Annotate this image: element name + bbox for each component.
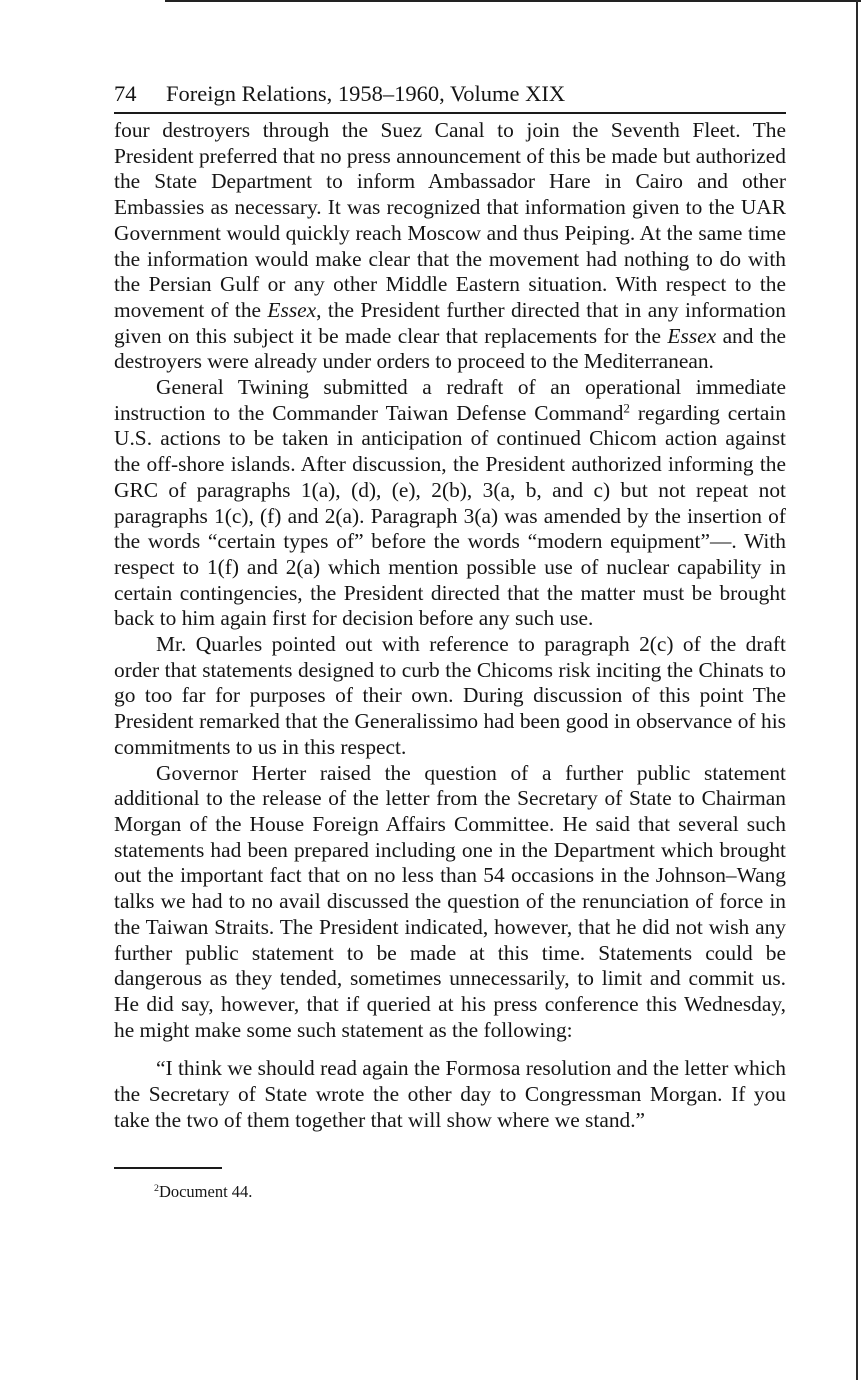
text-run: four destroyers through the Suez Canal to join the Seventh Fleet. The President preferred that no press announcement of this be made but authorized the State Department to inform Ambassador Hare in Cairo and other Embassies as necessary. It was recognized that information given to the UAR Government would quickly reach Moscow and thus Peiping. At the same time the information would make clear that the movement had nothing to do with the Persian Gulf or any other Middle Eastern situation. With respect to the movement of the [114,118,786,322]
paragraph [114,761,786,1044]
paragraph [114,375,786,632]
italic-title: Essex [667,323,717,348]
page [114,78,786,1203]
paragraph [114,632,786,761]
text-run: and the destroyers were already under orders to proceed to the Mediterranean. [114,323,787,374]
scan-edge-top [165,0,861,2]
scan-edge-right [856,0,858,1380]
running-head [114,78,786,114]
footnote [154,1181,786,1203]
body-text [114,118,786,1043]
footnote-reference: 2 [623,401,630,416]
page-number: 74 [114,81,137,106]
text-run: General Twining submitted a redraft of an operational immediate instruction to the Commander Taiwan Defense Command [114,375,786,425]
footnote-text: Document 44. [158,1182,253,1202]
footnote-marker: 2 [154,1183,159,1195]
text-run: regarding certain U.S. actions to be taken in anticipation of continued Chicom action against the off-shore islands. After discussion, the President authorized informing the GRC of paragraphs 1(a), (d), (e), 2(b), 3(a, b, and c) but not repeat not paragraphs 1(c), (f) and 2(a). Paragraph 3(a) was amended by the insertion of the words “certain types of” before the words “modern equipment”—. With respect to 1(f) and 2(a) which mention possible use of nuclear capability in certain contingencies, the President directed that the matter must be brought back to him again first for decision before any such use. [114,400,786,631]
text-run: Governor Herter raised the question of a further public statement additional to the release of the letter from the Secretary of State to Chairman Morgan of the House Foreign Affairs Committee. He said that several such statements had been prepared including one in the Department which brought out the important fact that on no less than 54 occasions in the Johnson–Wang talks we had to no avail discussed the question of the renunciation of force in the Taiwan Straits. The President indicated, however, that he did not wish any further public statement to be made at this time. Statements could be dangerous as they tended, sometimes unnecessarily, to limit and commit us. He did say, however, that if queried at his press conference this Wednesday, he might make some such statement as the following: [114,760,786,1042]
block-quote: “I think we should read again the Formosa resolution and the letter which the Secretary of State wrote the other day to Congressman Morgan. If you take the two of them together that will show where we stand.” [114,1056,786,1132]
text-run: , the President further directed that in any information given on this subject it be made clear that replacements for the [114,297,786,348]
running-head-title: Foreign Relations, 1958–1960, Volume XIX [166,81,566,106]
text-run: Mr. Quarles pointed out with reference to paragraph 2(c) of the draft order that statements designed to curb the Chicoms risk inciting the Chinats to go too far for purposes of their own. During discussion of this point The President remarked that the Generalissimo had been good in observance of his commitments to us in this respect. [114,632,786,759]
italic-title: Essex [267,297,317,322]
paragraph [114,118,786,375]
footnote-rule [114,1167,222,1169]
